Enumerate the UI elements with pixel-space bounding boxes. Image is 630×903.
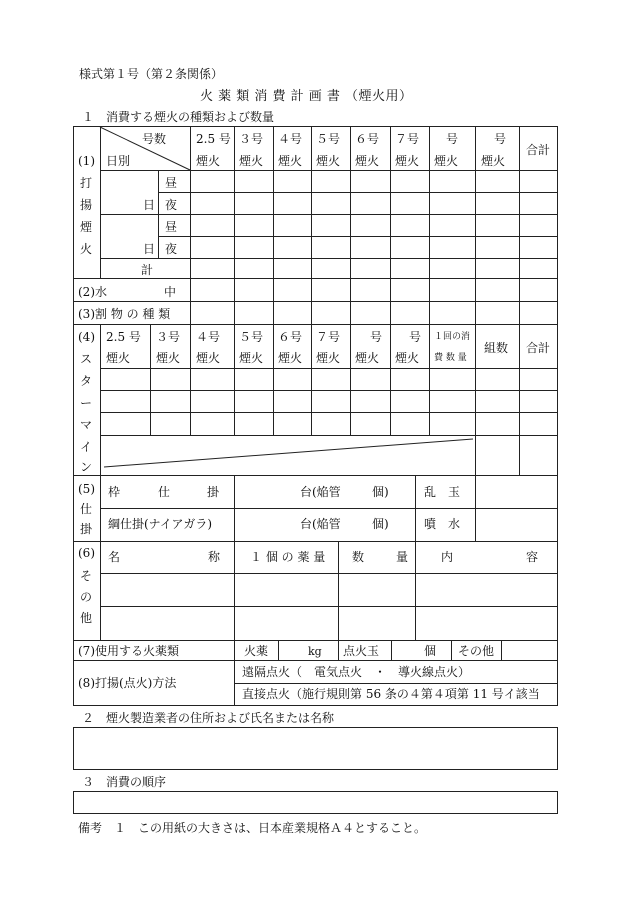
method-label: (8)打揚(点火)方法 xyxy=(78,676,177,690)
col-unit-4: 煙火 xyxy=(316,154,341,168)
sm-size-4: ５号 xyxy=(239,330,264,344)
sm-unit-5: 煙火 xyxy=(278,351,303,365)
ko-unit: 個 xyxy=(424,644,437,658)
section-2-heading: ２ 煙火製造業者の住所および氏名または名称 xyxy=(82,711,335,725)
section-3-heading: ３ 消費の順序 xyxy=(82,775,167,789)
ko-label-2: 個) xyxy=(372,517,389,531)
sm-unit-8: 煙火 xyxy=(395,351,420,365)
sm-size-5: ６号 xyxy=(278,330,303,344)
sm-unit-3: 煙火 xyxy=(196,351,221,365)
order-field[interactable] xyxy=(73,791,558,814)
content-char-2: 容 xyxy=(526,550,539,564)
sm-unit-4: 煙火 xyxy=(239,351,264,365)
section-1-heading: １ 消費する煙火の種類および数量 xyxy=(82,110,275,124)
dai-label-1: 台(焔管 xyxy=(300,485,341,499)
starmine-char: ン xyxy=(80,460,93,474)
sonota-char: そ xyxy=(80,569,93,583)
col-size-2: ３号 xyxy=(239,132,264,146)
funsui-char-1: 噴 xyxy=(424,517,437,531)
waku-char-1: 枠 xyxy=(108,485,121,499)
ko-label-1: 個) xyxy=(372,485,389,499)
starmine-total: 合計 xyxy=(526,341,551,355)
page-title: 火 薬 類 消 費 計 画 書 （煙火用） xyxy=(200,89,413,104)
sm-size-6: ７号 xyxy=(316,330,341,344)
starmine-char: タ xyxy=(80,374,93,388)
suichu-num: (2)水 xyxy=(78,285,107,299)
name-char-2: 称 xyxy=(208,550,221,564)
sm-unit-1: 煙火 xyxy=(106,351,131,365)
rantama-char-1: 乱 xyxy=(424,485,437,499)
hiru-label: 昼 xyxy=(165,220,178,234)
other-label: その他 xyxy=(458,644,495,658)
kei-label: 計 xyxy=(141,263,154,277)
sm-size-7: 号 xyxy=(370,330,383,344)
hiru-label: 昼 xyxy=(165,176,178,190)
ami-label: 綱仕掛(ナイアガラ) xyxy=(108,517,213,531)
corner-label-size: 号数 xyxy=(142,132,167,146)
sm-size-8: 号 xyxy=(409,330,422,344)
uchiage-char: 揚 xyxy=(80,198,93,212)
shikake-char: 掛 xyxy=(80,522,93,536)
col-size-4: ５号 xyxy=(316,132,341,146)
qty-char-2: 量 xyxy=(396,550,409,564)
sm-size-1: 2.5 号 xyxy=(106,330,141,344)
starmine-char: イ xyxy=(80,440,93,454)
method-remote: 遠隔点火（ 電気点火 ・ 導火線点火） xyxy=(242,665,471,679)
funsui-char-2: 水 xyxy=(448,517,461,531)
manufacturer-field[interactable] xyxy=(73,727,558,770)
name-char-1: 名 xyxy=(108,550,121,564)
col-unit-2: 煙火 xyxy=(239,154,264,168)
col-unit-6: 煙火 xyxy=(395,154,420,168)
tenkadama-label: 点火玉 xyxy=(343,644,380,658)
sonota-char: 他 xyxy=(80,611,93,625)
sm-unit-6: 煙火 xyxy=(316,351,341,365)
used-label: (7)使用する火薬類 xyxy=(78,644,179,658)
uchiage-num: (1) xyxy=(78,154,95,168)
kayaku-label: 火薬 xyxy=(244,644,269,658)
col-unit-8: 煙火 xyxy=(481,154,506,168)
note-text: この用紙の大きさは、日本産業規格Ａ４とすること。 xyxy=(138,821,427,835)
once-consume-line1: １回の消 xyxy=(434,332,471,342)
col-unit-7: 煙火 xyxy=(434,154,459,168)
col-size-5: ６号 xyxy=(355,132,380,146)
sm-unit-2: 煙火 xyxy=(156,351,181,365)
sm-size-2: ３号 xyxy=(156,330,181,344)
col-unit-3: 煙火 xyxy=(278,154,303,168)
day-label: 日 xyxy=(143,198,156,212)
col-unit-1: 煙火 xyxy=(196,154,221,168)
shikake-num: (5) xyxy=(78,482,95,496)
sm-size-3: ４号 xyxy=(196,330,221,344)
col-total: 合計 xyxy=(526,143,551,157)
sm-unit-7: 煙火 xyxy=(355,351,380,365)
day-label: 日 xyxy=(143,242,156,256)
col-unit-5: 煙火 xyxy=(355,154,380,168)
sets-label: 組数 xyxy=(484,341,509,355)
corner-label-day: 日別 xyxy=(106,154,131,168)
content-char-1: 内 xyxy=(441,550,454,564)
once-consume-line2: 費 数 量 xyxy=(434,353,467,363)
form-number: 様式第１号（第２条関係） xyxy=(79,67,224,81)
starmine-char: ス xyxy=(80,352,93,366)
starmine-num: (4) xyxy=(78,330,95,344)
method-direct: 直接点火（施行規則第 56 条の４第４項第 11 号イ該当 xyxy=(242,687,540,701)
waku-char-3: 掛 xyxy=(207,485,220,499)
col-size-8: 号 xyxy=(494,132,507,146)
sonota-char: の xyxy=(80,590,93,604)
dai-label-2: 台(焔管 xyxy=(300,517,341,531)
sonota-num: (6) xyxy=(78,546,95,560)
starmine-char: ー xyxy=(80,396,93,410)
note-label: 備考 １ xyxy=(78,821,127,835)
col-size-1: 2.5 号 xyxy=(196,132,231,146)
kg-unit: kg xyxy=(308,645,322,658)
waku-char-2: 仕 xyxy=(158,485,171,499)
warimono-label: (3)割 物 の 種 類 xyxy=(78,307,171,321)
uchiage-char: 打 xyxy=(80,176,93,190)
col-size-7: 号 xyxy=(446,132,459,146)
col-size-6: ７号 xyxy=(395,132,420,146)
uchiage-char: 火 xyxy=(80,242,93,256)
col-size-3: ４号 xyxy=(278,132,303,146)
uchiage-char: 煙 xyxy=(80,220,93,234)
per-unit-label: １ 個 の 薬 量 xyxy=(250,550,326,564)
suichu-label: 中 xyxy=(164,285,177,299)
rantama-char-2: 玉 xyxy=(448,485,461,499)
qty-char-1: 数 xyxy=(352,550,365,564)
starmine-char: マ xyxy=(80,418,93,432)
yoru-label: 夜 xyxy=(165,242,178,256)
yoru-label: 夜 xyxy=(165,198,178,212)
shikake-char: 仕 xyxy=(80,502,93,516)
